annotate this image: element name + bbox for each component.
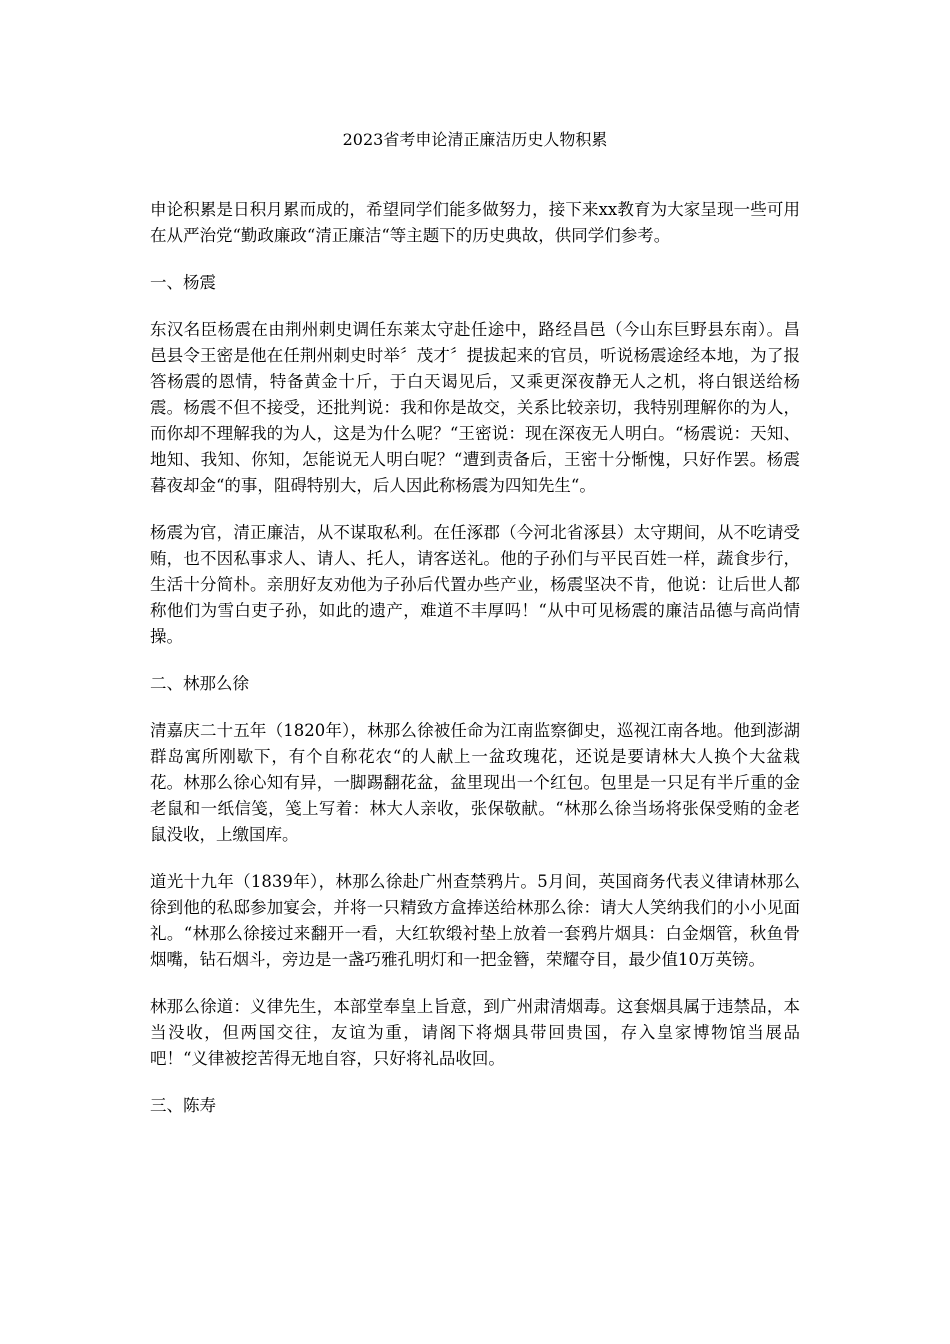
document-body [150,197,800,1140]
body-paragraph: 杨震为官，清正廉洁，从不谋取私利。在任涿郡（今河北省涿县）太守期间，从不吃请受贿，也不因私事求人、请人、托人，请客送礼。他的子孙们与平民百姓一样，蔬食步行，生活十分简朴。亲朋好友劝他为子孙后代置办些产业，杨震坚决不肯，他说：让后世人都称他们为雪白吏子孙，如此的遗产，难道不丰厚吗！“从中可见杨震的廉洁品德与高尚情操。 [150,523,800,646]
section-heading-chen-shou: 三、陈寿 [150,1096,216,1115]
body-paragraph: 林那么徐道：义律先生，本部堂奉皇上旨意，到广州肃清烟毒。这套烟具属于违禁品，本当没收，但两国交往，友谊为重，请阁下将烟具带回贵国，存入皇家博物馆当展品吧！“义律被挖苦得无地自容，只好将礼品收回。 [150,997,800,1068]
body-paragraph: 东汉名臣杨震在由荆州刺史调任东莱太守赴任途中，路经昌邑（今山东巨野县东南）。昌邑县令王密是他在任荆州刺史时举〞茂才〞提拔起来的官员，听说杨震途经本地，为了报答杨震的恩情，特备黄金十斤，于白天谒见后，又乘更深夜静无人之机，将白银送给杨震。杨震不但不接受，还批判说：我和你是故交，关系比较亲切，我特别理解你的为人，而你却不理解我的为人，这是为什么呢？“王密说：现在深夜无人明白。“杨震说：天知、地知、我知、你知，怎能说无人明白呢？“遭到责备后，王密十分惭愧，只好作罢。杨震暮夜却金“的事，阻碍特别大，后人因此称杨震为四知先生“。 [150,320,800,495]
intro-paragraph: 申论积累是日积月累而成的，希望同学们能多做努力，接下来xx教育为大家呈现一些可用在从严治党“勤政廉政“清正廉洁“等主题下的历史典故，供同学们参考。 [150,200,800,245]
section-heading-yang-zhen: 一、杨震 [150,273,216,292]
section-heading-lin-zexu: 二、林那么徐 [150,674,249,693]
body-paragraph: 道光十九年（1839年），林那么徐赴广州查禁鸦片。5月间，英国商务代表义律请林那么徐到他的私邸参加宴会，并将一只精致方盒捧送给林那么徐：请大人笑纳我们的小小见面礼。“林那么徐接过来翻开一看，大红软缎衬垫上放着一套鸦片烟具：白金烟管，秋鱼骨烟嘴，钻石烟斗，旁边是一盏巧雅孔明灯和一把金簪，荣耀夺目，最少值10万英镑。 [150,872,800,969]
document-title: 2023省考申论清正廉洁历史人物积累 [342,130,608,149]
body-paragraph: 清嘉庆二十五年（1820年），林那么徐被任命为江南监察御史，巡视江南各地。他到澎湖群岛寓所刚歇下，有个自称花农“的人献上一盆玫瑰花，还说是要请林大人换个大盆栽花。林那么徐心知有异，一脚踢翻花盆，盆里现出一个红包。包里是一只足有半斤重的金老鼠和一纸信笺，笺上写着：林大人亲收，张保敬献。“林那么徐当场将张保受贿的金老鼠没收，上缴国库。 [150,721,800,844]
